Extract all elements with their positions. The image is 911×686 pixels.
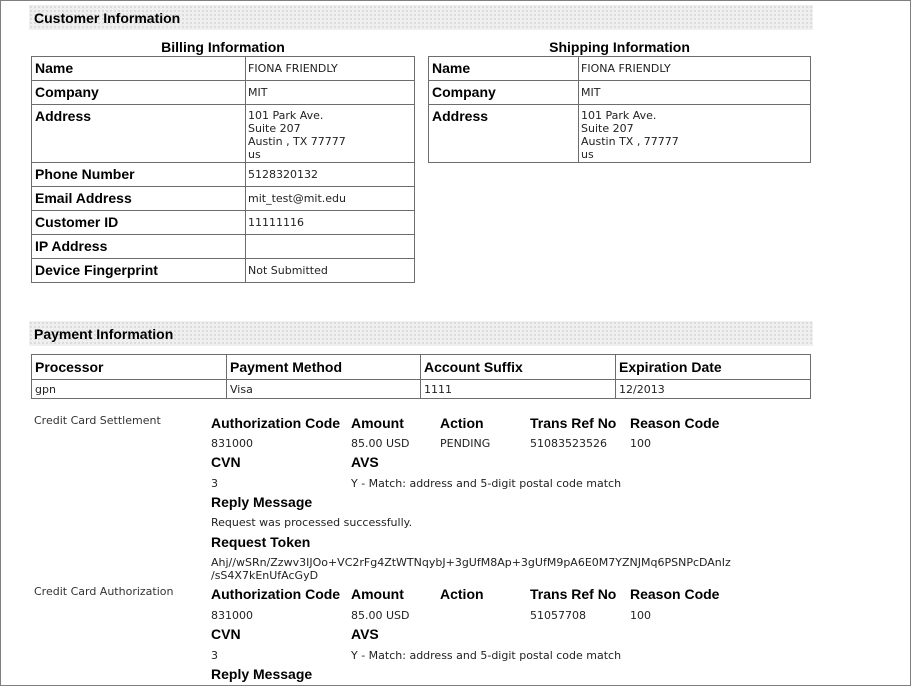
billing-address-value (246, 105, 415, 163)
billing-company-label: Company (32, 81, 246, 105)
section-title: Payment Information (34, 326, 174, 342)
shipping-name-value: FIONA FRIENDLY (579, 57, 811, 81)
authorization-reply-message-header: Reply Message (211, 666, 313, 682)
settlement-avs-value: Y - Match: address and 5-digit postal code match (351, 477, 622, 490)
authorization-amount-header: Amount (351, 586, 404, 602)
billing-customer-id-value: 11111116 (246, 211, 415, 235)
authorization-reason-code-value: 100 (630, 609, 651, 622)
settlement-reason-code-header: Reason Code (630, 415, 720, 431)
settlement-request-token-header: Request Token (211, 534, 311, 550)
billing-email-value: mit_test@mit.edu (246, 187, 415, 211)
payment-section-header (29, 321, 813, 346)
shipping-caption: Shipping Information (549, 39, 690, 55)
billing-table (31, 56, 415, 283)
payment-value-expiration-date: 12/2013 (616, 380, 811, 399)
authorization-auth-code-header: Authorization Code (211, 586, 341, 602)
settlement-avs-header: AVS (351, 454, 379, 470)
customer-section-header (29, 5, 813, 30)
billing-address-line2: Suite 207 (248, 122, 301, 135)
authorization-cvn-header: CVN (211, 626, 241, 642)
settlement-reply-message-value: Request was processed successfully. (211, 516, 413, 529)
shipping-address-line2: Suite 207 (581, 122, 634, 135)
billing-name-value: FIONA FRIENDLY (246, 57, 415, 81)
billing-address-line4: us (248, 148, 261, 161)
settlement-amount-header: Amount (351, 415, 404, 431)
authorization-trans-ref-header: Trans Ref No (530, 586, 617, 602)
shipping-address-line4: us (581, 148, 594, 161)
shipping-table (428, 56, 811, 163)
payment-header-account-suffix: Account Suffix (421, 355, 616, 380)
billing-phone-value: 5128320132 (246, 163, 415, 187)
shipping-company-label: Company (429, 81, 579, 105)
payment-header-expiration-date: Expiration Date (616, 355, 811, 380)
settlement-auth-code-header: Authorization Code (211, 415, 341, 431)
authorization-cvn-value: 3 (211, 649, 218, 662)
shipping-address-value (579, 105, 811, 163)
billing-ip-address-value (246, 235, 415, 259)
billing-address-line3: Austin , TX 77777 (248, 135, 346, 148)
billing-phone-label: Phone Number (32, 163, 246, 187)
billing-caption: Billing Information (161, 39, 285, 55)
settlement-reply-message-header: Reply Message (211, 494, 313, 510)
settlement-cvn-value: 3 (211, 477, 218, 490)
settlement-auth-code-value: 831000 (211, 437, 253, 450)
billing-ip-address-label: IP Address (32, 235, 246, 259)
billing-device-fingerprint-value: Not Submitted (246, 259, 415, 283)
authorization-avs-header: AVS (351, 626, 379, 642)
payment-header-method: Payment Method (227, 355, 421, 380)
shipping-address-label: Address (429, 105, 579, 163)
billing-name-label: Name (32, 57, 246, 81)
payment-table (31, 354, 811, 399)
payment-header-processor: Processor (32, 355, 227, 380)
settlement-amount-value: 85.00 USD (351, 437, 410, 450)
payment-value-processor: gpn (32, 380, 227, 399)
billing-address-line1: 101 Park Ave. (248, 109, 324, 122)
settlement-action-header: Action (440, 415, 484, 431)
payment-value-method: Visa (227, 380, 421, 399)
shipping-company-value: MIT (579, 81, 811, 105)
authorization-avs-value: Y - Match: address and 5-digit postal code match (351, 649, 622, 662)
settlement-trans-ref-value: 51083523526 (530, 437, 607, 450)
authorization-auth-code-value: 831000 (211, 609, 253, 622)
billing-address-label: Address (32, 105, 246, 163)
shipping-name-label: Name (429, 57, 579, 81)
section-title: Customer Information (34, 10, 181, 26)
authorization-trans-ref-value: 51057708 (530, 609, 586, 622)
settlement-trans-ref-header: Trans Ref No (530, 415, 617, 431)
settlement-reason-code-value: 100 (630, 437, 651, 450)
settlement-type-label: Credit Card Settlement (34, 414, 161, 427)
billing-company-value: MIT (246, 81, 415, 105)
request-token-line1: Ahj//wSRn/Zzwv3IJOo+VC2rFg4ZtWTNqybJ+3gUfM8Ap+3gUfM9pA6E0M7YZNJMq6PSNPcDAnIz (211, 556, 731, 569)
payment-value-account-suffix: 1111 (421, 380, 616, 399)
shipping-address-line1: 101 Park Ave. (581, 109, 657, 122)
billing-email-label: Email Address (32, 187, 246, 211)
authorization-reason-code-header: Reason Code (630, 586, 720, 602)
authorization-type-label: Credit Card Authorization (34, 585, 174, 598)
authorization-action-header: Action (440, 586, 484, 602)
request-token-line2: /sS4X7kEnUfAcGyD (211, 569, 319, 582)
shipping-address-line3: Austin TX , 77777 (581, 135, 679, 148)
settlement-cvn-header: CVN (211, 454, 241, 470)
billing-device-fingerprint-label: Device Fingerprint (32, 259, 246, 283)
billing-customer-id-label: Customer ID (32, 211, 246, 235)
settlement-action-value: PENDING (440, 437, 491, 450)
authorization-amount-value: 85.00 USD (351, 609, 410, 622)
settlement-request-token-value (211, 556, 731, 582)
